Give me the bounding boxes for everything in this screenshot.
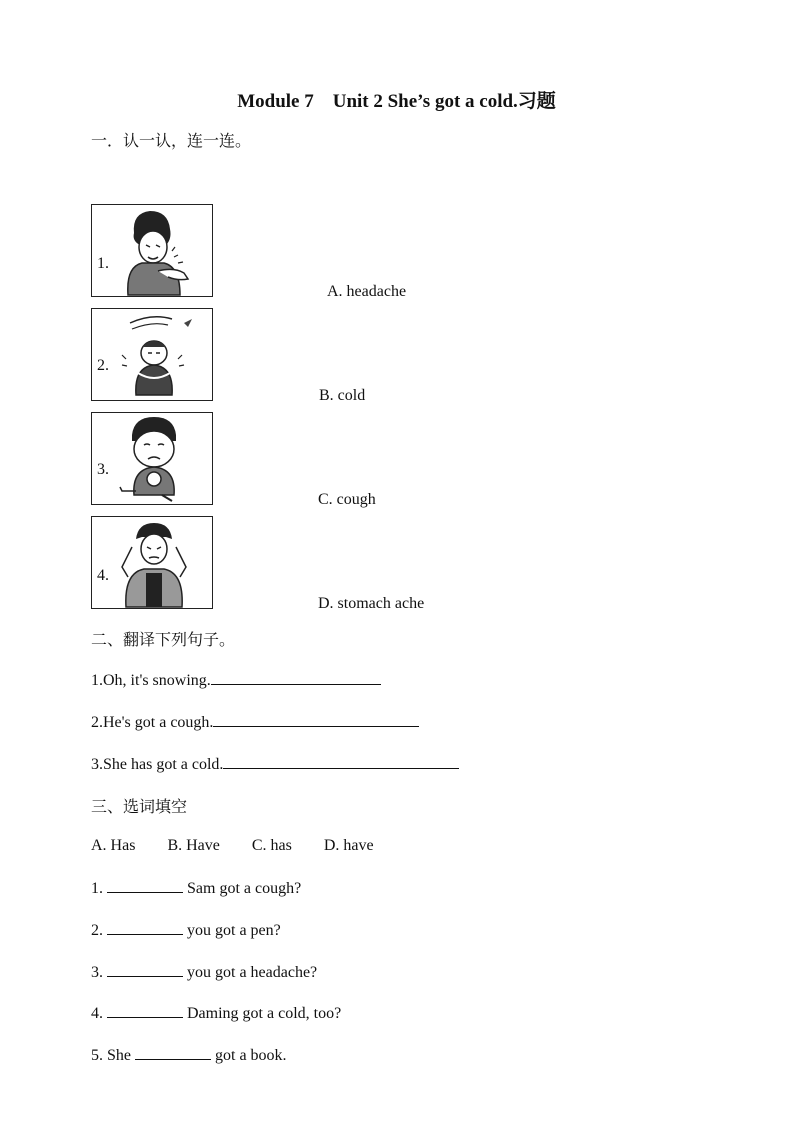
choice-d: D. have [323, 837, 374, 854]
picture-number: 4. [97, 567, 109, 584]
fill-item-1 [91, 878, 301, 898]
section2-heading: 二、翻译下列句子。 [91, 630, 236, 649]
choice-list [91, 837, 406, 855]
shivering-boy-icon [92, 309, 213, 401]
sentence-text: 2.He's got a cough. [91, 714, 214, 731]
item-prefix: 5. She [91, 1047, 135, 1064]
section1-heading: 一．认一认，连一连。 [91, 131, 252, 150]
item-text: you got a pen? [183, 922, 281, 939]
item-prefix: 2. [91, 922, 107, 939]
fill-blank[interactable] [107, 1003, 183, 1018]
picture-3 [91, 412, 213, 505]
choice-a: A. Has [91, 837, 136, 854]
fill-blank[interactable] [135, 1045, 211, 1060]
page-title: Module 7 Unit 2 She’s got a cold.习题 [237, 91, 556, 112]
answer-blank[interactable] [213, 712, 419, 727]
fill-item-3 [91, 962, 317, 982]
picture-1 [91, 204, 213, 297]
fill-blank[interactable] [107, 878, 183, 893]
option-b: B. cold [319, 387, 366, 404]
picture-number: 3. [97, 461, 109, 478]
item-prefix: 3. [91, 964, 107, 981]
choice-b: B. Have [167, 837, 220, 854]
picture-4 [91, 516, 213, 609]
answer-blank[interactable] [211, 670, 381, 685]
fill-item-5 [91, 1045, 287, 1065]
choice-c: C. has [251, 837, 292, 854]
stomach-ache-boy-icon [92, 413, 213, 505]
item-text: you got a headache? [183, 964, 318, 981]
translate-item-1 [91, 670, 381, 690]
picture-number: 2. [97, 357, 109, 374]
fill-item-2 [91, 920, 281, 940]
fill-blank[interactable] [107, 962, 183, 977]
headache-boy-icon [92, 517, 213, 609]
sentence-text: 1.Oh, it's snowing. [91, 672, 211, 689]
section3-heading: 三、选词填空 [91, 797, 188, 816]
sentence-text: 3.She has got a cold. [91, 756, 224, 773]
item-prefix: 1. [91, 880, 107, 897]
item-prefix: 4. [91, 1005, 107, 1022]
item-text: Sam got a cough? [183, 880, 302, 897]
picture-number: 1. [97, 255, 109, 272]
coughing-boy-icon [92, 205, 213, 297]
fill-blank[interactable] [107, 920, 183, 935]
translate-item-2 [91, 712, 419, 732]
fill-item-4 [91, 1003, 341, 1023]
picture-2 [91, 308, 213, 401]
item-text: Daming got a cold, too? [183, 1005, 342, 1022]
item-text: got a book. [211, 1047, 287, 1064]
answer-blank[interactable] [223, 754, 459, 769]
option-d: D. stomach ache [318, 595, 425, 612]
option-c: C. cough [318, 491, 376, 508]
option-a: A. headache [327, 283, 407, 300]
translate-item-3 [91, 754, 459, 774]
